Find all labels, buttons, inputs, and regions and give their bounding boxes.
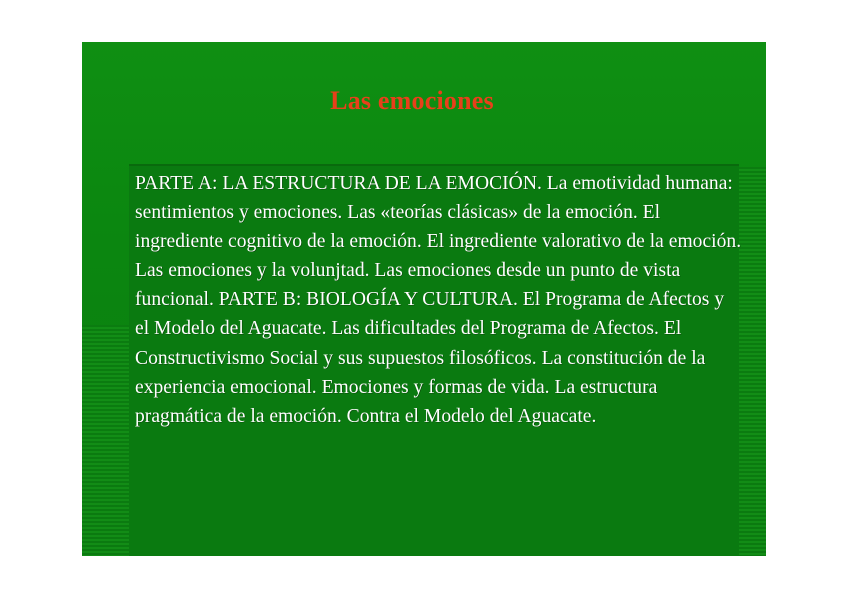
slide-body-text: PARTE A: LA ESTRUCTURA DE LA EMOCIÓN. La emotividad humana: sentimientos y emociones. Las «teorías clásicas» de la emoción. El ingrediente cognitivo de la emoción. El ingrediente valorativo de la emoción. Las emociones y la volunjtad. Las emociones desde un punto de vista funcional. PARTE B: BIOLOGÍA Y CULTURA. El Programa de Afectos y el Modelo del Aguacate. Las dificultades del Programa de Afectos. El Constructivismo Social y sus supuestos filosóficos. La constitución de la experiencia emocional. Emociones y formas de vida. La estructura pragmática de la emoción. Contra el Modelo del Aguacate. [135,173,742,427]
decorative-stripes-left [82,325,134,556]
slide [82,42,766,556]
slide-title: Las emociones [330,86,494,115]
